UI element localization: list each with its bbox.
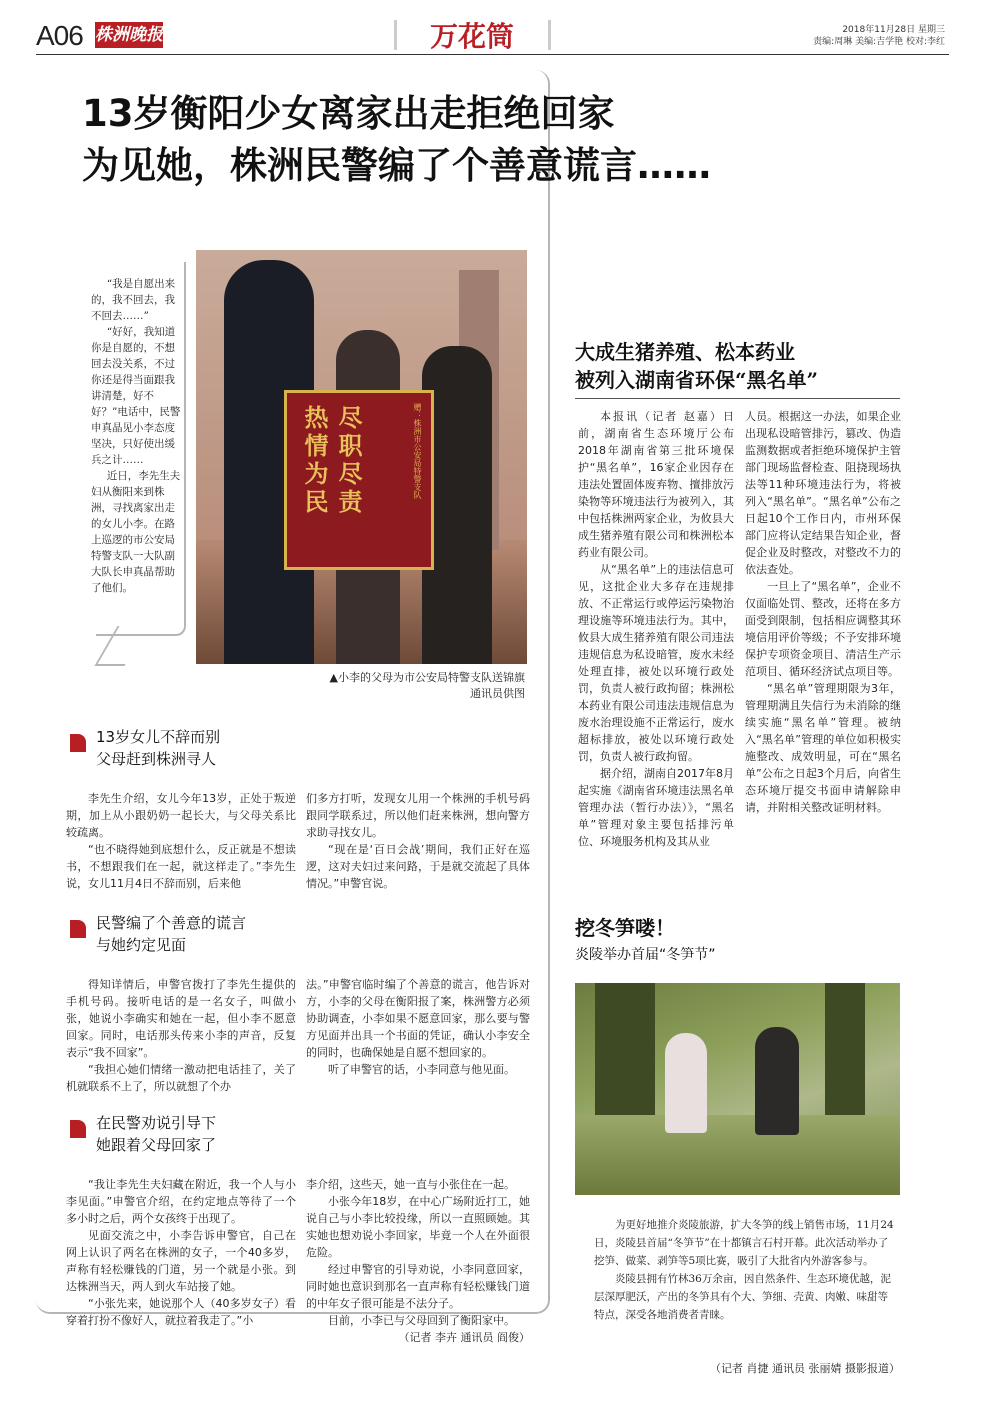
caption-line: ▲小李的父母为市公安局特警支队送锦旗 xyxy=(329,671,525,684)
heading-line: 父母赶到株洲寻人 xyxy=(96,750,217,768)
article-credit: （记者 李卉 通讯员 阎俊） xyxy=(398,1331,530,1344)
heading-line: 在民警劝说引导下 xyxy=(96,1114,217,1132)
heading-line: 13岁女儿不辞而别 xyxy=(96,728,221,746)
story-rule xyxy=(575,398,900,399)
title-line: 被列入湖南省环保“黑名单” xyxy=(575,368,819,392)
bamboo-story-text xyxy=(594,1216,894,1324)
paragraph: “我担心她们情绪一激动把电话挂了，关了机就联系不上了，所以就想了个办 xyxy=(66,1063,296,1093)
banner-presentation-photo xyxy=(196,250,527,664)
article-column xyxy=(306,976,530,1078)
photo-caption xyxy=(300,670,525,702)
article-column xyxy=(66,976,296,1095)
paragraph: 李介绍，这些天，她一直与小张住在一起。 xyxy=(306,1178,515,1191)
section-marker-icon xyxy=(70,920,86,938)
header-meta xyxy=(813,24,945,48)
paragraph: “现在是‘百日会战’期间，我们正好在巡逻，这对夫妇过来问路，于是就交流起了具体情况。”申警官说。 xyxy=(306,843,530,890)
title-line-1: 13岁衡阳少女离家出走拒绝回家 xyxy=(82,92,615,135)
newspaper-logo: 株洲晚报 xyxy=(95,22,163,48)
header-divider xyxy=(548,20,551,50)
paragraph: 法。”申警官临时编了个善意的谎言，他告诉对方，小李的父母在衡阳报了案，株洲警方必须协助调查，小李如果不愿意回家，那么要与警方见面并出具一个书面的凭证，确认小李安全的同时，也确保她是自愿不想回家的。 xyxy=(306,978,530,1059)
page-number: A06 xyxy=(36,20,83,51)
article-column xyxy=(66,790,296,892)
quote-paragraph: “好好，我知道你是自愿的，不想回去没关系，不过你还是得当面跟我讲清楚，好不好？”电话中，民警申真晶见小李态度坚决，只好使出缓兵之计…… xyxy=(91,326,181,466)
heading-line: 与她约定见面 xyxy=(96,936,187,954)
paragraph: 小张今年18岁，在中心广场附近打工，她说自己与小李比较投缘，所以一直照顾她。其实她也想劝说小李回家，毕竟一个人在外面很危险。 xyxy=(306,1195,530,1259)
paragraph: 李先生介绍，女儿今年13岁，正处于叛逆期，加上从小跟奶奶一起长大，与父母关系比较疏离。 xyxy=(66,792,296,839)
silk-banner xyxy=(284,390,434,570)
bamboo-digging-photo xyxy=(575,983,900,1195)
title-line-2: 为见她，株洲民警编了个善意谎言…… xyxy=(82,144,711,187)
paragraph: “小张先来，她说那个人（40多岁女子）看穿着打扮不像好人，就拉着我走了。”小 xyxy=(66,1297,296,1327)
lead-quote xyxy=(91,276,183,596)
paragraph: 们多方打听，发现女儿用一个株洲的手机号码跟同学联系过，所以他们赶来株洲，想向警方求助寻找女儿。 xyxy=(306,792,530,839)
paragraph: “也不晓得她到底想什么，反正就是不想读书，不想跟我们在一起，就这样走了。”李先生说，女儿11月4日不辞而别，后来他 xyxy=(66,843,296,890)
paragraph: 得知详情后，申警官拨打了李先生提供的手机号码。接听电话的是一名女子，叫做小张，她说小李确实和她在一起，但小李不愿意回家。同时，电话那头传来小李的声音，反复表示“我不回家”。 xyxy=(66,978,296,1059)
main-story-title xyxy=(82,88,902,192)
bamboo-story-title: 挖冬笋喽！ xyxy=(575,916,675,940)
article-column xyxy=(66,1176,296,1329)
section-heading-text xyxy=(96,726,296,770)
bamboo-story-credit: （记者 肖捷 通讯员 张丽婧 摄影报道） xyxy=(710,1362,900,1375)
paragraph: 目前，小李已与父母回到了衡阳家中。 xyxy=(328,1314,515,1327)
paragraph: 经过申警官的引导劝说，小李同意回家，同时她也意识到那名一直声称有轻松赚钱门道的中年女子很可能是不法分子。 xyxy=(306,1263,530,1310)
paragraph: 听了申警官的话，小李同意与他见面。 xyxy=(328,1063,515,1076)
paragraph: 从“黑名单”上的违法信息可见，这批企业大多存在违规排放、不正常运行或停运污染物治理设施等环境违法行为。其中，攸县大成生猪养殖有限公司违法违规信息为私设暗管，废水未经处理直排，被处以环境行政处罚，负责人被行政拘留；株洲松本药业有限公司违法违规信息为废水治理设施不正常运行，废水超标排放，被处以环境行政处罚，负责人被行政拘留。 xyxy=(578,563,734,763)
header-divider xyxy=(394,20,397,50)
paragraph: 据介绍，湖南自2017年8月起实施《湖南省环境违法黑名单管理办法（暂行办法）》，“黑名单”管理对象主要包括排污单位、环境服务机构及其从业 xyxy=(578,767,734,848)
section-heading-text xyxy=(96,912,296,956)
article-column xyxy=(306,1176,530,1346)
quote-paragraph: 近日，李先生夫妇从衡阳来到株洲，寻找离家出走的女儿小李。在路上巡逻的市公安局特警支队一大队副大队长申真晶帮助了他们。 xyxy=(91,470,181,594)
paragraph: 为更好地推介炎陵旅游，扩大冬笋的线上销售市场，11月24日，炎陵县首届“冬笋节”在十都镇言石村开幕。此次活动举办了挖笋、做菜、剥笋等5项比赛，吸引了大批省内外游客参与。 xyxy=(594,1219,894,1267)
paragraph: 炎陵县拥有竹林36万余亩，因自然条件、生态环境优越，泥层深厚肥沃，产出的冬笋具有个大、笋细、壳黄、肉嫩、味甜等特点，深受各地消费者青睐。 xyxy=(594,1273,891,1321)
title-line: 大成生猪养殖、松本药业 xyxy=(575,340,795,364)
banner-text: 热情为民 xyxy=(300,405,329,517)
paragraph: “黑名单”管理期限为3年，管理期满且失信行为未消除的继续实施“黑名单”管理。被纳入“黑名单”管理的单位如积极实施整改、成效明显，可在“黑名单”公布之日起3个月后，向省生态环境厅提交书面申请解除申请，并附相关整改证明材料。 xyxy=(745,682,901,814)
article-column xyxy=(306,790,530,892)
paragraph: 本报讯（记者 赵嘉）日前，湖南省生态环境厅公布2018年湖南省第三批环境保护“黑名单”，16家企业因存在违法处置固体废弃物、擅排放污染物等环境违法行为被列入，其中包括株洲两家企业，为攸县大成生猪养殖有限公司和株洲松本药业有限公司。 xyxy=(578,410,734,559)
paragraph: 人员。根据这一办法，如果企业出现私设暗管排污，篡改、伪造监测数据或者拒绝环境保护主管部门现场监督检查、阻挠现场执法等11种环境违法行为，将被列入“黑名单”。“黑名单”公布之日起10个工作日内，市州环保部门应将认定结果告知企业，督促企业及时整改，对整改不力的依法查处。 xyxy=(745,410,901,576)
heading-line: 她跟着父母回家了 xyxy=(96,1136,217,1154)
date-line: 2018年11月28日 星期三 xyxy=(842,25,945,35)
blacklist-story-title xyxy=(575,338,905,394)
section-heading-text xyxy=(96,1112,296,1156)
section-marker-icon xyxy=(70,734,86,752)
heading-line: 民警编了个善意的谎言 xyxy=(96,914,247,932)
section-marker-icon xyxy=(70,1120,86,1138)
photo-grass xyxy=(575,1115,900,1195)
bamboo-story-subtitle: 炎陵举办首届“冬笋节” xyxy=(575,947,716,963)
paragraph: 见面交流之中，小李告诉申警官，自己在网上认识了两名在株洲的女子，一个40多岁，声称有轻松赚钱的门道，另一个就是小张。到达株洲当天，两人到火车站接了她。 xyxy=(66,1229,296,1293)
quote-paragraph: “我是自愿出来的，我不回去，我不回去……” xyxy=(91,278,176,322)
article-column xyxy=(745,408,901,816)
caption-credit: 通讯员供图 xyxy=(470,687,525,700)
editors-line: 责编:周琳 美编:吉学艳 校对:李红 xyxy=(813,37,945,47)
paragraph: “我让李先生夫妇藏在附近，我一个人与小李见面。”申警官介绍，在约定地点等待了一个多小时之后，两个女孩终于出现了。 xyxy=(66,1178,296,1225)
woman-figure xyxy=(665,1033,707,1133)
banner-text: 尽职尽责 xyxy=(334,405,363,517)
section-name: 万花筒 xyxy=(430,20,515,53)
paragraph: 一旦上了“黑名单”，企业不仅面临处罚、整改，还将在多方面受到限制，包括相应调整其环境信用评价等级；不予安排环境保护专项资金项目、清洁生产示范项目、循环经济试点项目等。 xyxy=(745,580,901,678)
article-column xyxy=(578,408,734,850)
banner-dedication: 赠：株洲市公安局特警支队 xyxy=(413,403,422,499)
man-figure xyxy=(755,1027,799,1135)
header-rule xyxy=(36,54,949,55)
